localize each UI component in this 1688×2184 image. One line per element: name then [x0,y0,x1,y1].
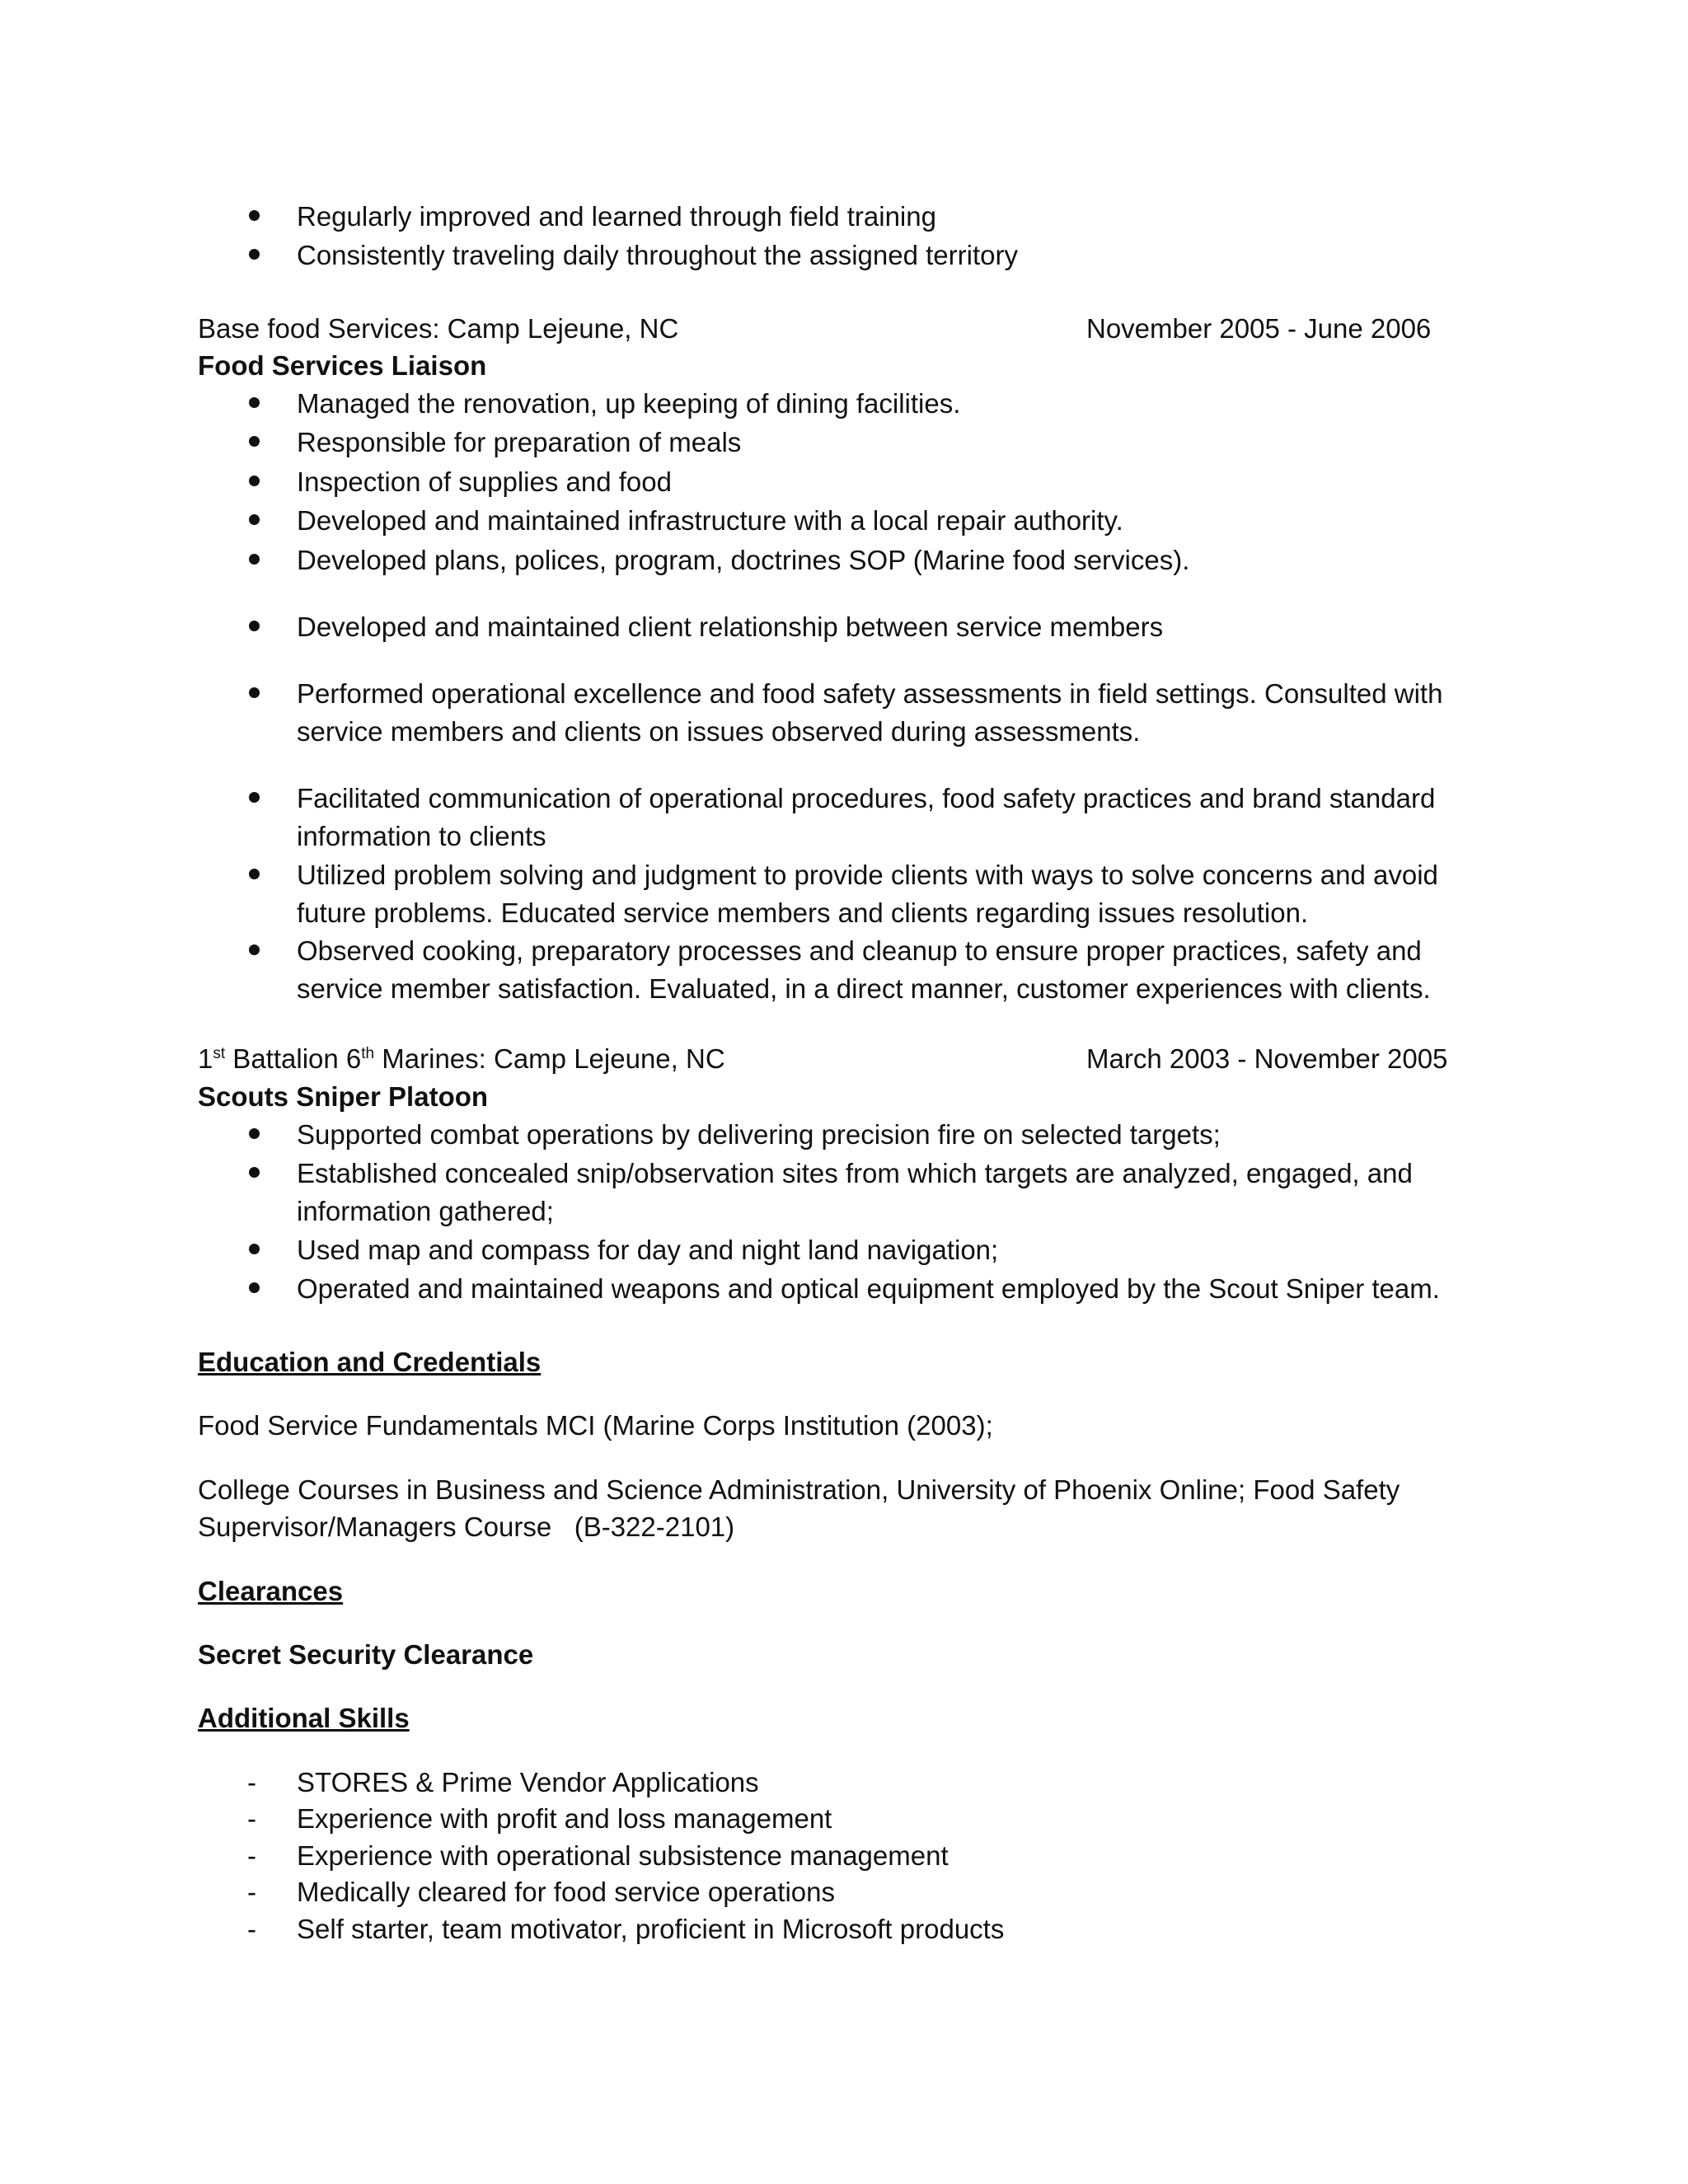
list-item [247,198,1484,236]
education-heading: Education and Credentials [198,1347,542,1377]
bullet-icon [249,436,260,447]
skill-text: STORES & Prime Vendor Applications [297,1767,759,1797]
bullet-text: Operated and maintained weapons and optical equipment employed by the Scout Sniper team. [297,1273,1440,1304]
bullet-text: Used map and compass for day and night land navigation; [297,1235,999,1265]
bullet-text: Established concealed snip/observation sites from which targets are analyzed, engaged, and information gathered; [297,1158,1413,1226]
bullet-icon [249,792,260,803]
list-item [247,1910,1484,1948]
list-item [247,856,1484,932]
employer-text: Battalion 6 [225,1043,362,1074]
dash-icon: - [247,1840,256,1871]
job2-dates: March 2003 - November 2005 [1086,1043,1448,1074]
list-item [247,1873,1484,1911]
education-item: Food Service Fundamentals MCI (Marine Corps Institution (2003); [198,1410,993,1441]
list-item [247,541,1484,579]
list-item [247,932,1484,1008]
list-item [247,1270,1484,1308]
job1-employer: Base food Services: Camp Lejeune, NC [198,313,679,344]
bullet-text: Utilized problem solving and judgment to provide clients with ways to solve concerns and avoid future problems. Educated service members and clients regarding issues resolution. [297,860,1438,928]
bullet-icon [249,514,260,525]
bullet-text: Managed the renovation, up keeping of dining facilities. [297,388,961,419]
bullet-icon [249,944,260,955]
list-item [247,424,1484,462]
bullet-text: Developed and maintained infrastructure with a local repair authority. [297,505,1123,536]
skill-text: Experience with operational subsistence management [297,1840,949,1871]
bullet-text: Supported combat operations by delivering precision fire on selected targets; [297,1119,1221,1150]
job2-title: Scouts Sniper Platoon [198,1081,489,1112]
bullet-text: Regularly improved and learned through field training [297,201,936,232]
bullet-icon [249,554,260,565]
bullet-icon [249,1244,260,1254]
bullet-icon [249,1282,260,1293]
superscript: th [361,1045,375,1062]
education-item: College Courses in Business and Science Administration, University of Phoenix Online; Food Safety [198,1474,1400,1505]
job1-dates: November 2005 - June 2006 [1086,313,1432,344]
dash-icon: - [247,1803,256,1834]
list-item [247,237,1484,274]
job2-employer [198,1040,725,1078]
dash-icon: - [247,1767,256,1797]
bullet-text: Developed plans, polices, program, doctrines SOP (Marine food services). [297,545,1190,575]
employer-text: Marines: Camp Lejeune, NC [374,1043,725,1074]
bullet-text: Inspection of supplies and food [297,466,672,497]
dash-icon: - [247,1914,256,1944]
skill-text: Self starter, team motivator, proficient in Microsoft products [297,1914,1005,1944]
bullet-text: Performed operational excellence and food safety assessments in field settings. Consulted with service members and clients on issues observed during assessments. [297,678,1443,747]
list-item [247,675,1484,751]
job1-title: Food Services Liaison [198,350,487,381]
list-item [247,608,1484,646]
list-item [247,502,1484,540]
bullet-text: Observed cooking, preparatory processes and cleanup to ensure proper practices, safety and service member satisfaction. Evaluated, in a direct manner, customer experiences with clients. [297,935,1431,1004]
clearance-item: Secret Security Clearance [198,1639,534,1670]
list-item [247,1155,1484,1230]
bullet-icon [249,687,260,698]
list-item [247,1800,1484,1838]
bullet-icon [249,1128,260,1139]
list-item [247,1116,1484,1154]
bullet-icon [249,1167,260,1178]
education-item: Supervisor/Managers Course (B-322-2101) [198,1511,735,1542]
bullet-icon [249,210,260,221]
dash-icon: - [247,1877,256,1907]
list-item [247,1837,1484,1875]
list-item [247,780,1484,855]
clearances-heading: Clearances [198,1576,344,1606]
employer-text: 1 [198,1043,213,1074]
list-item [247,1764,1484,1802]
skills-heading: Additional Skills [198,1703,410,1733]
bullet-text: Developed and maintained client relationship between service members [297,612,1164,642]
skill-text: Experience with profit and loss management [297,1803,832,1834]
list-item [247,463,1484,501]
skill-text: Medically cleared for food service operations [297,1877,835,1907]
bullet-icon [249,869,260,879]
bullet-icon [249,621,260,631]
bullet-icon [249,476,260,486]
bullet-icon [249,397,260,408]
bullet-text: Responsible for preparation of meals [297,427,742,457]
list-item [247,1231,1484,1269]
bullet-text: Facilitated communication of operational procedures, food safety practices and brand standard information to clients [297,783,1436,851]
bullet-text: Consistently traveling daily throughout the assigned territory [297,240,1018,270]
superscript: st [213,1045,226,1062]
list-item [247,385,1484,423]
bullet-icon [249,249,260,260]
